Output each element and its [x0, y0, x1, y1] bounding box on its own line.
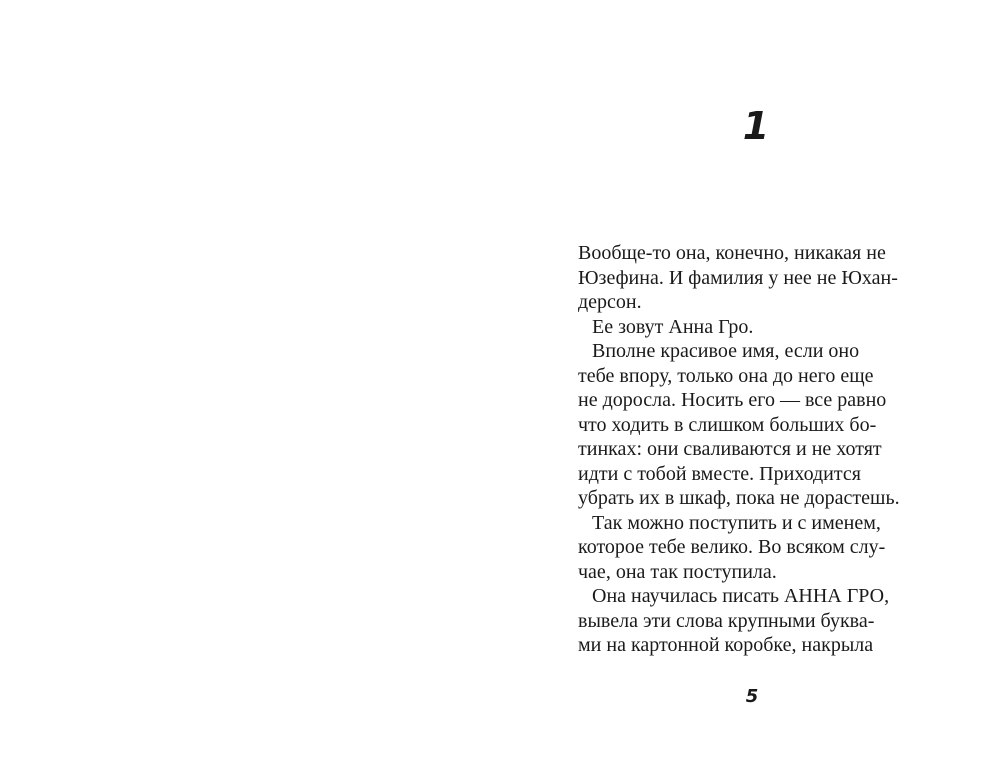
text-line: чае, она так поступила. [578, 560, 777, 583]
text-line: что ходить в слишком больших бо- [578, 413, 877, 436]
text-line: идти с тобой вместе. Приходится [578, 462, 861, 485]
body-text [578, 241, 923, 658]
text-line: которое тебе велико. Во всяком слу- [578, 536, 886, 558]
text-line: вывела эти слова крупными буква- [578, 609, 875, 632]
text-line: тебе впору, только она до него еще [578, 364, 874, 387]
text-line: Вообще-то она, конечно, никакая не [578, 242, 886, 264]
text-line: убрать их в шкаф, пока не дорастешь. [578, 487, 900, 509]
text-line: ми на картонной коробке, накрыла [578, 634, 874, 656]
text-line: Вполне красивое имя, если оно [592, 340, 860, 362]
page-number: 5 [745, 686, 759, 707]
text-line: дерсон. [578, 291, 642, 313]
text-line: не доросла. Носить его — все равно [578, 389, 887, 411]
text-line: Она научилась писать АННА ГРО, [592, 585, 890, 607]
text-line: Юзефина. И фамилия у нее не Юхан- [578, 266, 898, 289]
text-line: Так можно поступить и с именем, [592, 511, 881, 534]
chapter-number: 1 [742, 104, 770, 148]
text-line: тинках: они сваливаются и не хотят [578, 438, 882, 460]
text-line: Ее зовут Анна Гро. [592, 315, 754, 338]
